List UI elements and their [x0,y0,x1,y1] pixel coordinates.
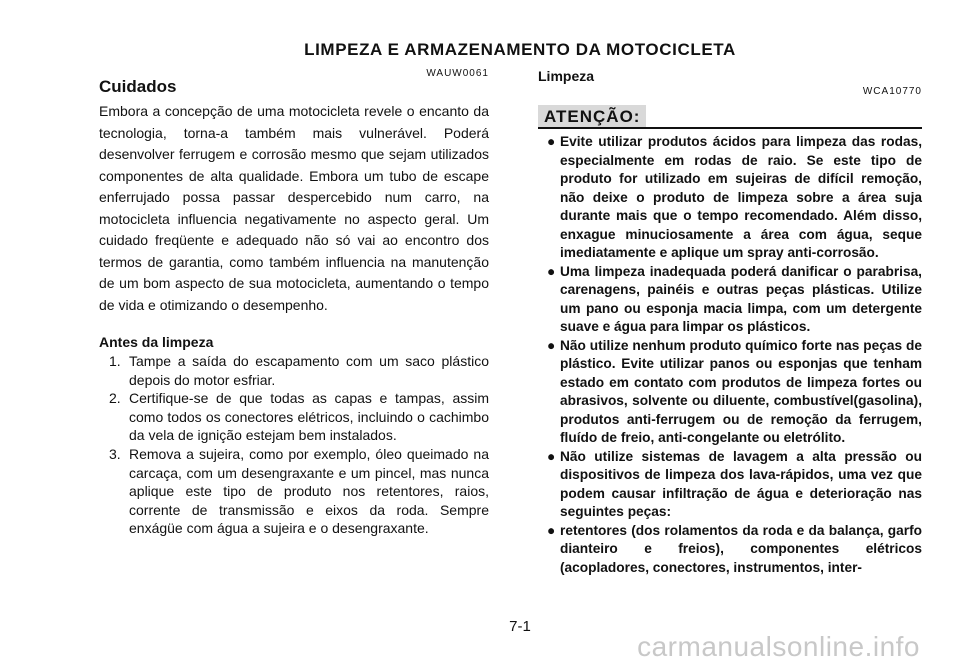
step-text: Tampe a saída do escapamento com um saco plástico depois do motor esfriar. [129,353,489,388]
warning-text: Não utilize sistemas de lavagem a alta pressão ou dispositivos de limpeza dos lava-rápidos, uma vez que podem causar infiltração de água e deterioração nas seguintes peças: [560,448,922,519]
step-item [99,445,489,538]
attention-badge: ATENÇÃO: [538,105,646,127]
attention-header [538,103,922,129]
left-column [99,68,489,538]
warning-text: Não utilize nenhum produto químico forte nas peças de plástico. Evite utilizar panos ou esponjas que tenham estado em contato com produtos de limpeza fortes ou abrasivos, solvente ou diluente, combustível(gasolina), produtos anti-ferrugem ou de remoção da ferrugem, fluído de freio, anti-congelante ou eletrólito. [560,337,922,445]
warning-item [538,337,922,448]
warning-text: Evite utilizar produtos ácidos para limpeza das rodas, especialmente em rodas de raio. Se este tipo de produto for utilizado em sujeiras de difícil remoção, não deixe o produto de limpeza sobre a área suja durante mais que o tempo recomendado. Além disso, enxague minuciosamente a área com água, seque imediatamente e aplique um spray anti-corrosão. [560,134,922,260]
caution-code: WCA10770 [862,86,922,97]
section-heading-limpeza: Limpeza [538,68,595,84]
page-title: LIMPEZA E ARMAZENAMENTO DA MOTOCICLETA [304,40,736,59]
bullet-icon: ● [547,522,556,538]
warning-item [538,522,922,578]
watermark: carmanualsonline.info [637,631,920,662]
step-number: 3. [109,445,121,462]
step-item [99,352,489,389]
page-number: 7-1 [509,618,531,635]
right-column [538,68,922,577]
warning-text: retentores (dos rolamentos da roda e da balança, garfo dianteiro e freios), componentes elétricos (acopladores, conectores, instrumentos, inter- [560,522,922,575]
step-item [99,389,489,445]
warning-text: Uma limpeza inadequada poderá danificar o parabrisa, carenagens, painéis e outras peças plásticas. Utilize um pano ou esponja macia limpa, com um detergente suave e água para limpar os plásticos. [560,263,922,334]
section-code: WAUW0061 [426,68,489,79]
warning-item [538,133,922,263]
care-paragraph: Embora a concepção de uma motocicleta revele o encanto da tecnologia, torna-a também mais vulnerável. Poderá desenvolver ferrugem e corrosão mesmo que sejam utilizados componentes de alta qualidade. Embora um tubo de escape enferrujado possa passar despercebido num carro, na motocicleta influencia negativamente no aspecto geral. Um cuidado freqüente e adequado não só vai ao encontro dos termos de garantia, como também influencia na manutenção de um bom aspecto de sua motocicleta, aumentando o tempo de vida e otimizando o desempenho. [99,103,489,313]
section-heading-cuidados: Cuidados [99,77,177,96]
step-number: 2. [109,390,121,407]
bullet-icon: ● [547,263,556,279]
warning-item [538,448,922,522]
step-text: Remova a sujeira, como por exemplo, óleo queimado na carcaça, com um desengraxante e um pincel, mas nunca aplique este tipo de produto nos retentores, raios, corrente de transmissão e eixos da roda. Sempre enxágüe com água a sujeira e o desengraxante. [129,445,489,537]
warning-item [538,263,922,337]
step-number: 1. [109,353,121,369]
step-text: Certifique-se de que todas as capas e tampas, assim como todos os conectores elétricos, incluindo o cachimbo da vela de ignição estejam bem instalados. [129,390,489,444]
subheading-antes-da-limpeza: Antes da limpeza [99,334,214,350]
bullet-icon: ● [547,448,556,464]
bullet-icon: ● [547,134,556,149]
steps-list [99,352,489,538]
warning-list [538,133,922,577]
bullet-icon: ● [547,337,556,353]
